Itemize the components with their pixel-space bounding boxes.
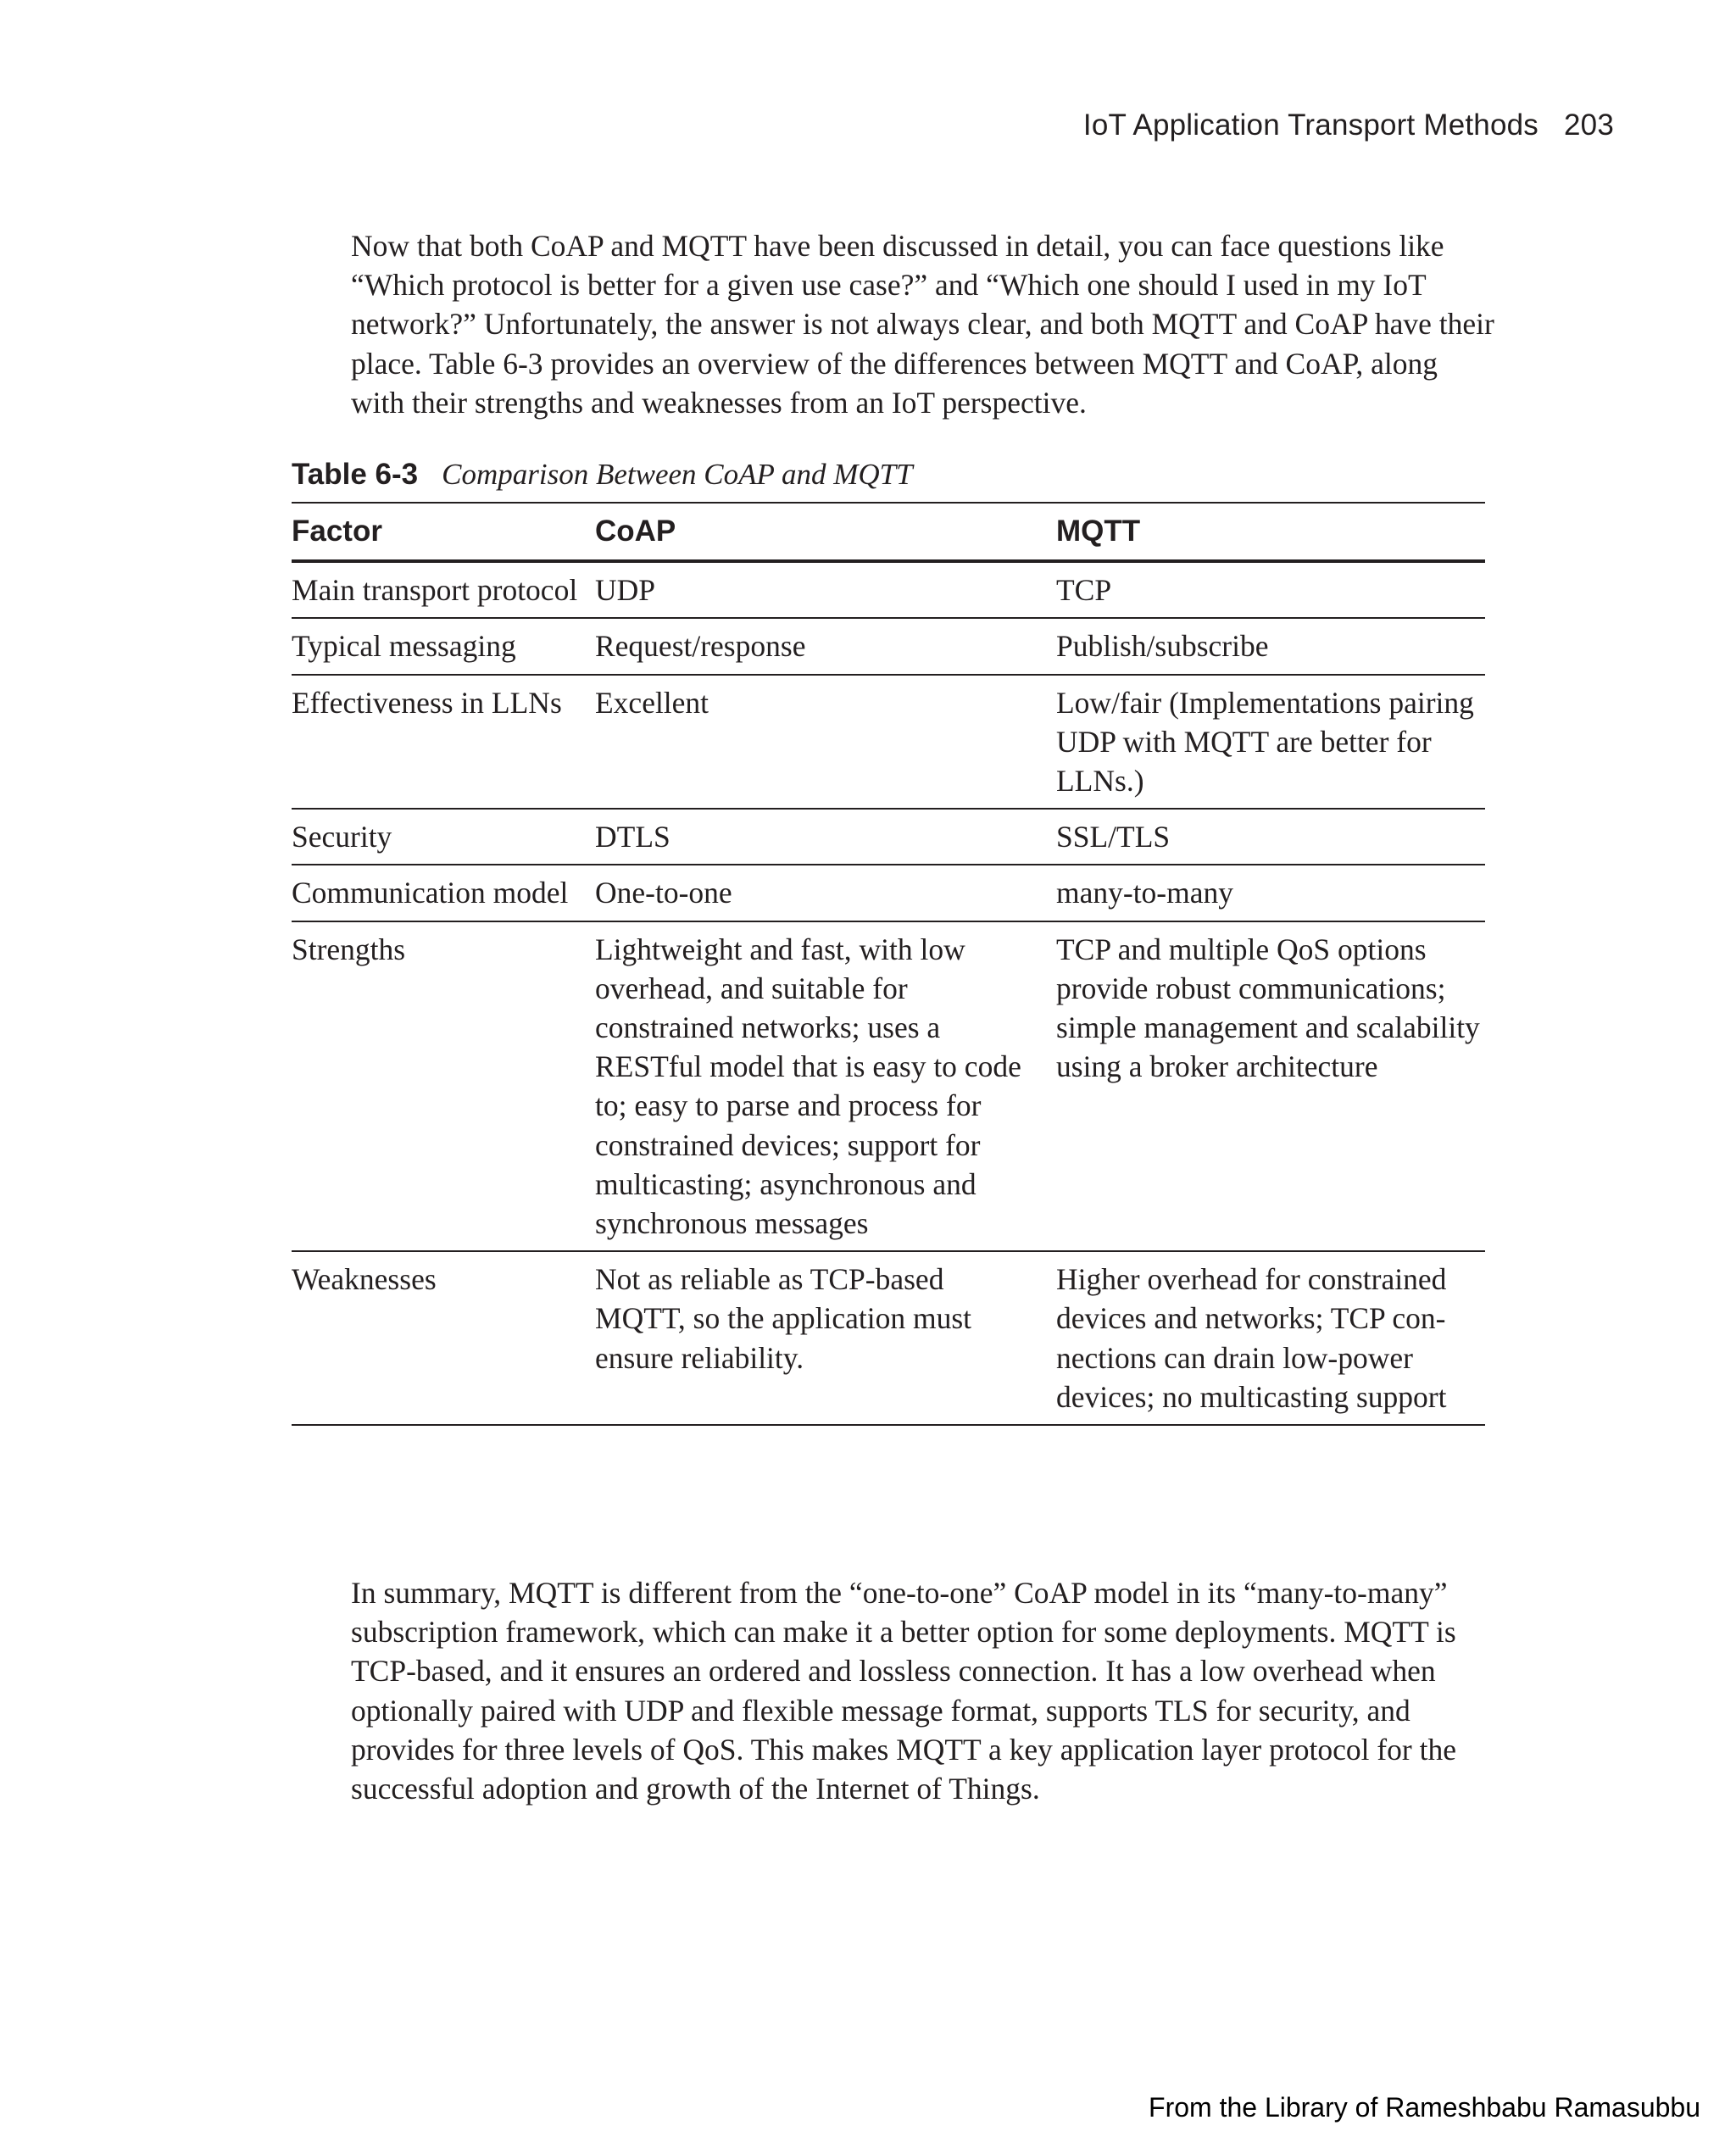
mqtt-cell: Higher overhead for constrained devices and networks; TCP connections can drain low-power devices; no multicasting support (1056, 1251, 1485, 1425)
factor-cell: Communication model (292, 865, 595, 921)
factor-cell: Strengths (292, 921, 595, 1252)
page-number: 203 (1564, 109, 1614, 142)
mqtt-cell: SSL/TLS (1056, 809, 1485, 865)
table-row (292, 809, 1485, 865)
table-row (292, 865, 1485, 921)
coap-cell: Excellent (595, 675, 1056, 810)
header-factor: Factor (292, 503, 595, 561)
comparison-table (292, 502, 1485, 1426)
table-row (292, 1251, 1485, 1425)
table-row (292, 921, 1485, 1252)
table-row (292, 561, 1485, 618)
table-caption (292, 458, 913, 492)
mqtt-cell: Low/fair (Implementations pairing UDP with MQTT are better for LLNs.) (1056, 675, 1485, 810)
mqtt-cell: Publish/subscribe (1056, 618, 1485, 674)
running-head (1083, 109, 1614, 142)
coap-cell: Not as reliable as TCP-based MQTT, so the application must ensure reliability. (595, 1251, 1056, 1425)
coap-cell: One-to-one (595, 865, 1056, 921)
table-row (292, 675, 1485, 810)
coap-cell: DTLS (595, 809, 1056, 865)
mqtt-cell: TCP and multiple QoS options provide robust communications; simple management and scalability using a broker architecture (1056, 921, 1485, 1252)
section-title: IoT Application Transport Methods (1082, 109, 1538, 142)
factor-cell: Main transport protocol (292, 573, 578, 608)
coap-cell: Request/response (595, 618, 1056, 674)
table-label: Table 6-3 (292, 458, 419, 491)
mqtt-cell: many-to-many (1056, 865, 1485, 921)
factor-cell: Typical messaging (292, 618, 595, 674)
library-watermark: From the Library of Rameshbabu Ramasubbu (1149, 2092, 1700, 2123)
factor-cell: Weaknesses (292, 1251, 595, 1425)
summary-paragraph: In summary, MQTT is different from the “one-to-one” CoAP model in its “many-to-many” subscription framework, which can make it a better option for some deployments. MQTT is TCP-based, and it ensures an ordered and lossless connection. It has a low overhead when optionally paired with UDP and flexible message format, supports TLS for security, and provides for three levels of QoS. This makes MQTT a key application layer protocol for the successful adoption and growth of the Internet of Things. (351, 1576, 1456, 1806)
factor-cell: Effectiveness in LLNs (292, 675, 595, 810)
mqtt-cell: TCP (1056, 573, 1112, 608)
coap-cell: Lightweight and fast, with low overhead, and suitable for constrained networks; uses a RESTful model that is easy to code to; easy to parse and process for constrained devices; support for multicasting; asynchronous and synchronous messages (595, 921, 1056, 1252)
header-mqtt: MQTT (1056, 503, 1485, 561)
table-row (292, 618, 1485, 674)
table-header-row (292, 503, 1485, 561)
coap-cell: UDP (595, 573, 656, 608)
factor-cell: Security (292, 809, 595, 865)
header-coap: CoAP (595, 503, 1056, 561)
intro-paragraph: Now that both CoAP and MQTT have been discussed in detail, you can face questions like “Which protocol is better for a given use case?” and “Which one should I used in my IoT network?” Unfortunately, the answer is not always clear, and both MQTT and CoAP have their place. Table 6-3 provides an overview of the differences between MQTT and CoAP, along with their strengths and weaknesses from an IoT perspective. (351, 229, 1494, 420)
table-title: Comparison Between CoAP and MQTT (442, 458, 913, 491)
